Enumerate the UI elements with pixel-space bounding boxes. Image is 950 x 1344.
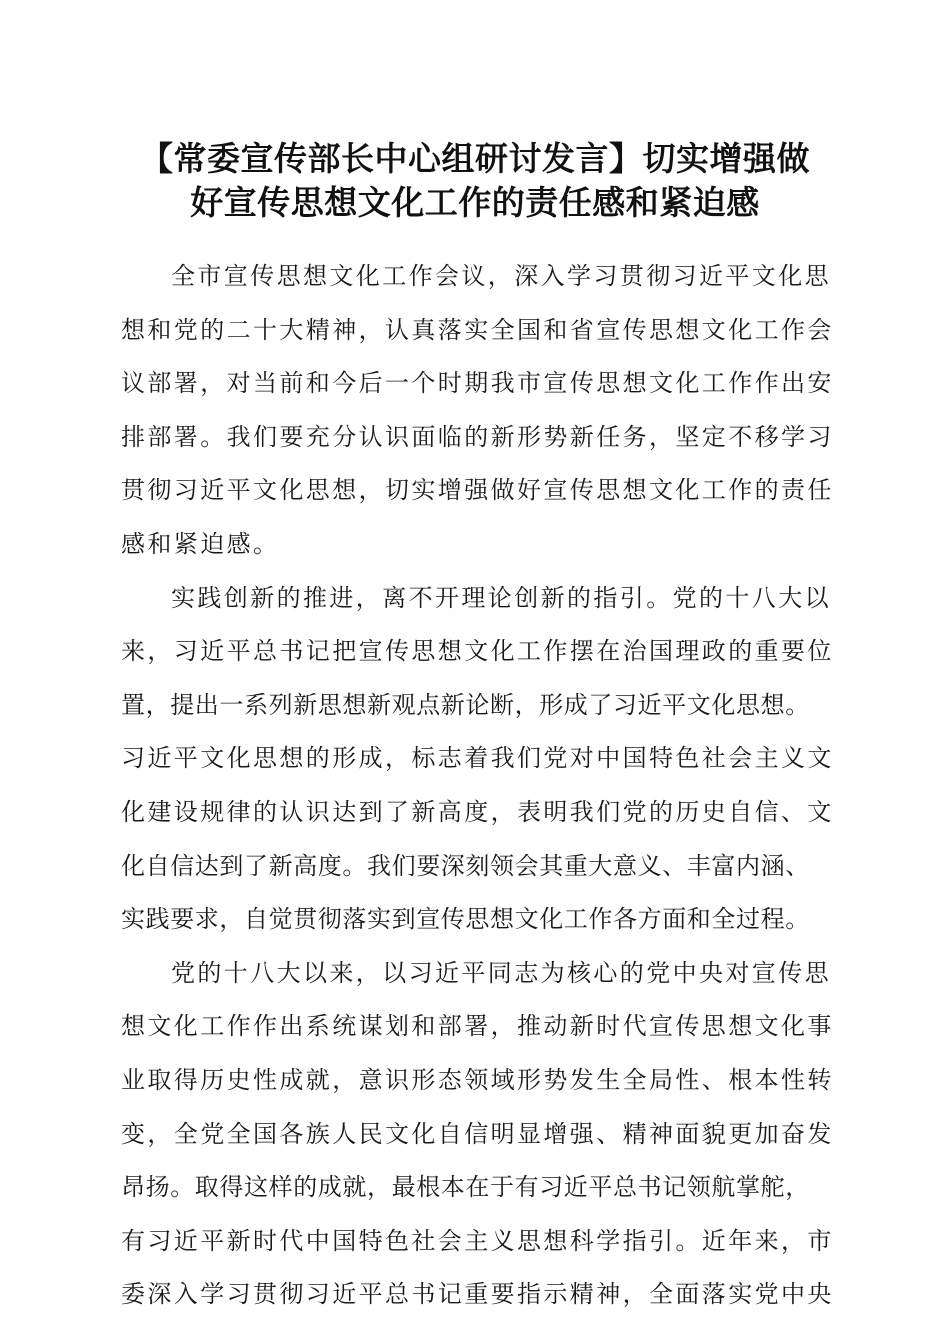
paragraph-line: 全市宣传思想文化工作会议，深入学习贯彻习近平文化思 [171,262,831,290]
paragraph-line: 有习近平新时代中国特色社会主义思想科学指引。近年来，市 [121,1226,834,1255]
paragraph-line: 想文化工作作出系统谋划和部署，推动新时代宣传思想文化事 [121,1012,834,1041]
paragraph-line: 来，习近平总书记把宣传思想文化工作摆在治国理政的重要位 [121,637,834,666]
paragraph-line: 化建设规律的认识达到了新高度，表明我们党的历史自信、文 [121,797,834,826]
document-body [121,250,839,1322]
paragraph-line: 变，全党全国各族人民文化自信明显增强、精神面貌更加奋发 [121,1119,834,1148]
paragraph-line: 置，提出一系列新思想新观点新论断，形成了习近平文化思想。 [121,690,810,719]
paragraph-line: 党的十八大以来，以习近平同志为核心的党中央对宣传思 [171,958,831,987]
document-title [100,137,850,225]
title-line-1: 【常委宣传部长中心组研讨发言】切实增强做 [140,139,810,178]
paragraph-line: 业取得历史性成就，意识形态领域形势发生全局性、根本性转 [121,1065,834,1094]
paragraph-1 [121,250,839,572]
paragraph-line: 想和党的二十大精神，认真落实全国和省宣传思想文化工作会 [121,315,834,344]
title-line-2: 好宣传思想文化工作的责任感和紧迫感 [190,183,760,222]
paragraph-line: 排部署。我们要充分认识面临的新形势新任务，坚定不移学习 [121,422,834,451]
paragraph-line: 习近平文化思想的形成，标志着我们党对中国特色社会主义文 [121,744,834,773]
paragraph-line: 实践创新的推进，离不开理论创新的指引。党的十八大以 [171,583,831,612]
paragraph-line: 化自信达到了新高度。我们要深刻领会其重大意义、丰富内涵、 [121,851,810,880]
paragraph-line: 议部署，对当前和今后一个时期我市宣传思想文化工作作出安 [121,369,834,398]
paragraph-2 [121,572,839,947]
paragraph-line: 感和紧迫感。 [121,529,280,558]
paragraph-line: 委深入学习贯彻习近平总书记重要指示精神，全面落实党中央 [121,1280,834,1309]
paragraph-line: 昂扬。取得这样的成就，最根本在于有习近平总书记领航掌舵， [121,1173,810,1202]
paragraph-line: 实践要求，自觉贯彻落实到宣传思想文化工作各方面和全过程。 [121,905,810,934]
paragraph-line: 贯彻习近平文化思想，切实增强做好宣传思想文化工作的责任 [121,476,834,505]
paragraph-3 [121,947,839,1322]
